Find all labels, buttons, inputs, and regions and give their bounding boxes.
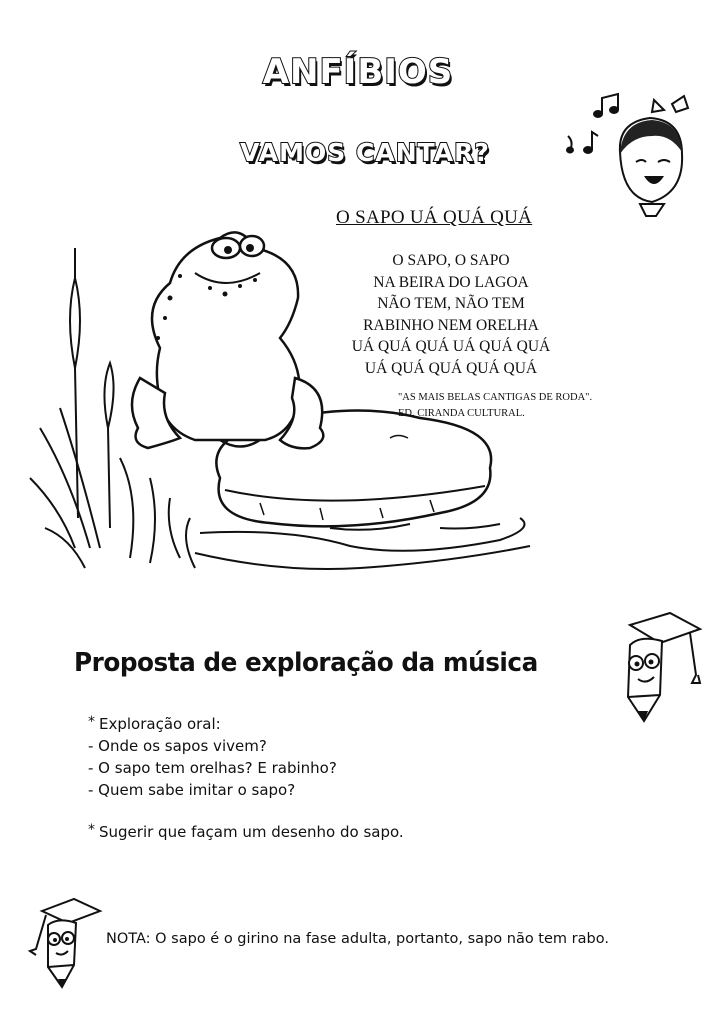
page-title: ANFÍBIOS (262, 52, 454, 92)
lyric-line: UÁ QUÁ QUÁ UÁ QUÁ QUÁ (351, 338, 551, 356)
list-item: - Quem sabe imitar o sapo? (88, 781, 296, 799)
lyric-line: NÃO TEM, NÃO TEM (377, 295, 525, 313)
asterisk-icon: * (88, 822, 95, 838)
source-title: "AS MAIS BELAS CANTIGAS DE RODA". (398, 392, 593, 403)
singing-girl-icon (560, 92, 690, 217)
pencil-mascot-icon (22, 893, 106, 993)
song-title: O SAPO UÁ QUÁ QUÁ (336, 207, 533, 228)
song-lyrics (300, 250, 602, 380)
list-item: - Onde os sapos vivem? (88, 737, 267, 755)
suggestion (88, 822, 404, 841)
asterisk-icon: * (88, 714, 95, 730)
oral-label-text: Exploração oral: (99, 715, 221, 733)
lyric-line: NA BEIRA DO LAGOA (373, 273, 529, 291)
lyric-line: RABINHO NEM ORELHA (363, 316, 539, 334)
music-notes-icon (567, 94, 618, 153)
pencil-mascot-icon (600, 605, 710, 725)
oral-exploration-list (88, 711, 337, 801)
source-publisher: ED. CIRANDA CULTURAL. (398, 408, 525, 419)
list-item: - O sapo tem orelhas? E rabinho? (88, 759, 337, 777)
section-heading: Proposta de exploração da música (74, 648, 538, 678)
song-source (398, 390, 592, 422)
frog (132, 232, 323, 448)
page-subtitle: VAMOS CANTAR? (240, 138, 490, 167)
lyric-line: UÁ QUÁ QUÁ QUÁ QUÁ (364, 359, 538, 377)
lyric-line: O SAPO, O SAPO (392, 252, 510, 269)
note: NOTA: O sapo é o girino na fase adulta, portanto, sapo não tem rabo. (106, 931, 609, 947)
oral-exploration-label (88, 711, 337, 735)
suggestion-text: Sugerir que façam um desenho do sapo. (99, 823, 404, 841)
